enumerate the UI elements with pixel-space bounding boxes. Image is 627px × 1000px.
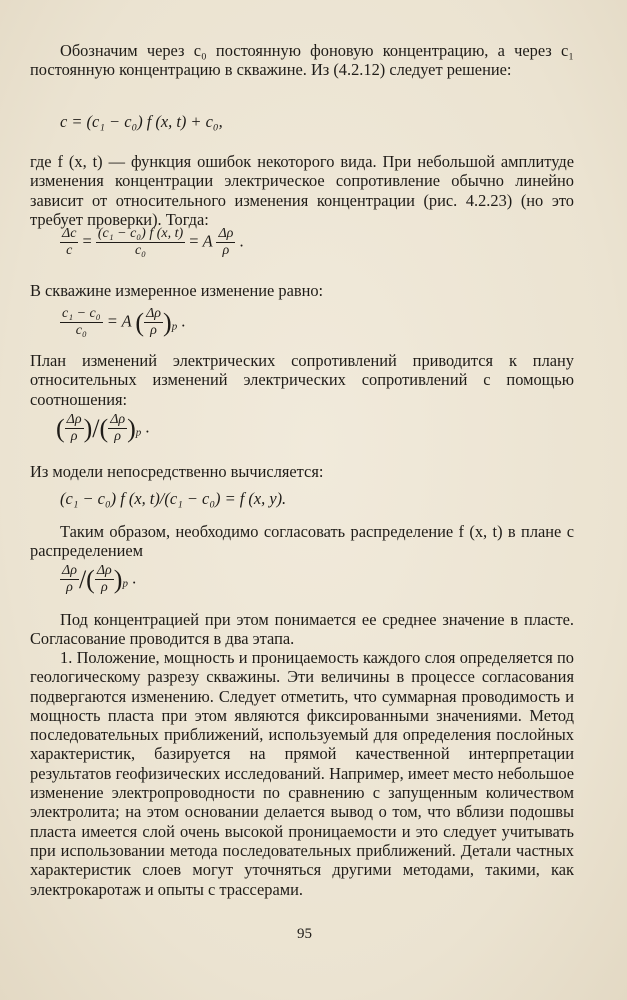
formula-6: $\frac{\Delta\rho}{\rho}$ /( $\frac{\Delta\rho}{\rho}$ )$_p$ . — [62, 563, 137, 595]
formula-2: $\frac{\Delta c}{c}$ = $\frac{\text{(c₁ − c₀) f (x, t)}}{\text{c₀}}$ = A $\frac{\Delta\rho}{\rho}$ . — [62, 226, 244, 258]
formula-2-rhs: $\frac{\Delta\rho}{\rho}$ — [218, 226, 234, 258]
paragraph-1: Обозначим через c₀ постоянную фоновую концентрацию, а через c₁ постоянную концентрацию в скважине. Из (4.2.12) следует решение: — [30, 41, 574, 80]
paragraph-5: Из модели непосредственно вычисляется: — [30, 462, 324, 481]
formula-5: (c₁ − c₀) f (x, t)/(c₁ − c₀) = f (x, y). — [60, 489, 287, 508]
page-number: 95 — [297, 926, 312, 942]
paragraph-6: Таким образом, необходимо согласовать распределение f (x, t) в плане с распределением — [30, 522, 574, 561]
paragraph-2: где f (x, t) — функция ошибок некоторого вида. При небольшой амплитуде изменения концентрации электрическое сопротивление обычно линейно зависит от относительного изменения концентрации (рис. 4.2.23) (но это требует проверки). Тогда: — [30, 152, 574, 229]
paragraph-8: 1. Положение, мощность и проницаемость каждого слоя определяется по геологическому разрезу скважины. Эти величины в процессе согласования подвергаются изменению. Следует отметить, что суммарная проводимость и мощность пласта при этом являются фиксированными значениями. Метод последовательных приближений, используемый для определения послойных характеристик, базируется на прямой качественной интерпретации результатов геофизических исследований. Например, имеет место небольшое изменение электропроводности по сравнению с запущенным количеством электролита; на этом основании делается вывод о том, что вблизи подошвы пласта имеется слой очень высокой проницаемости и это следует учитывать при использовании метода последовательных приближений. Детали частных характеристик слоев могут уточняться другими методами, такими, как электрокаротаж и опыты с трассерами. — [30, 648, 574, 899]
paragraph-3: В скважине измеренное изменение равно: — [30, 281, 324, 300]
formula-2-lhs: $\frac{\Delta c}{c}$ — [62, 226, 77, 258]
formula-1: c = (c₁ − c₀) f (x, t) + c₀, — [60, 112, 223, 131]
formula-2-middle: $\frac{\text{(c₁ − c₀) f (x, t)}}{\text{c₀}}$ — [97, 226, 184, 258]
formula-4: ( $\frac{\Delta\rho}{\rho}$ )/( $\frac{\Delta\rho}{\rho}$ )$_p$ . — [56, 412, 150, 444]
paragraph-4: План изменений электрических сопротивлений приводится к плану относительных изменений электрических сопротивлений с помощью соотношения: — [30, 351, 574, 409]
formula-3: $\frac{\text{c₁ − c₀}}{\text{c₀}}$ = A ( $\frac{\Delta\rho}{\rho}$ )$_p$ . — [62, 306, 186, 338]
paragraph-7: Под концентрацией при этом понимается ее среднее значение в пласте. Согласование проводится в два этапа. — [30, 610, 574, 649]
